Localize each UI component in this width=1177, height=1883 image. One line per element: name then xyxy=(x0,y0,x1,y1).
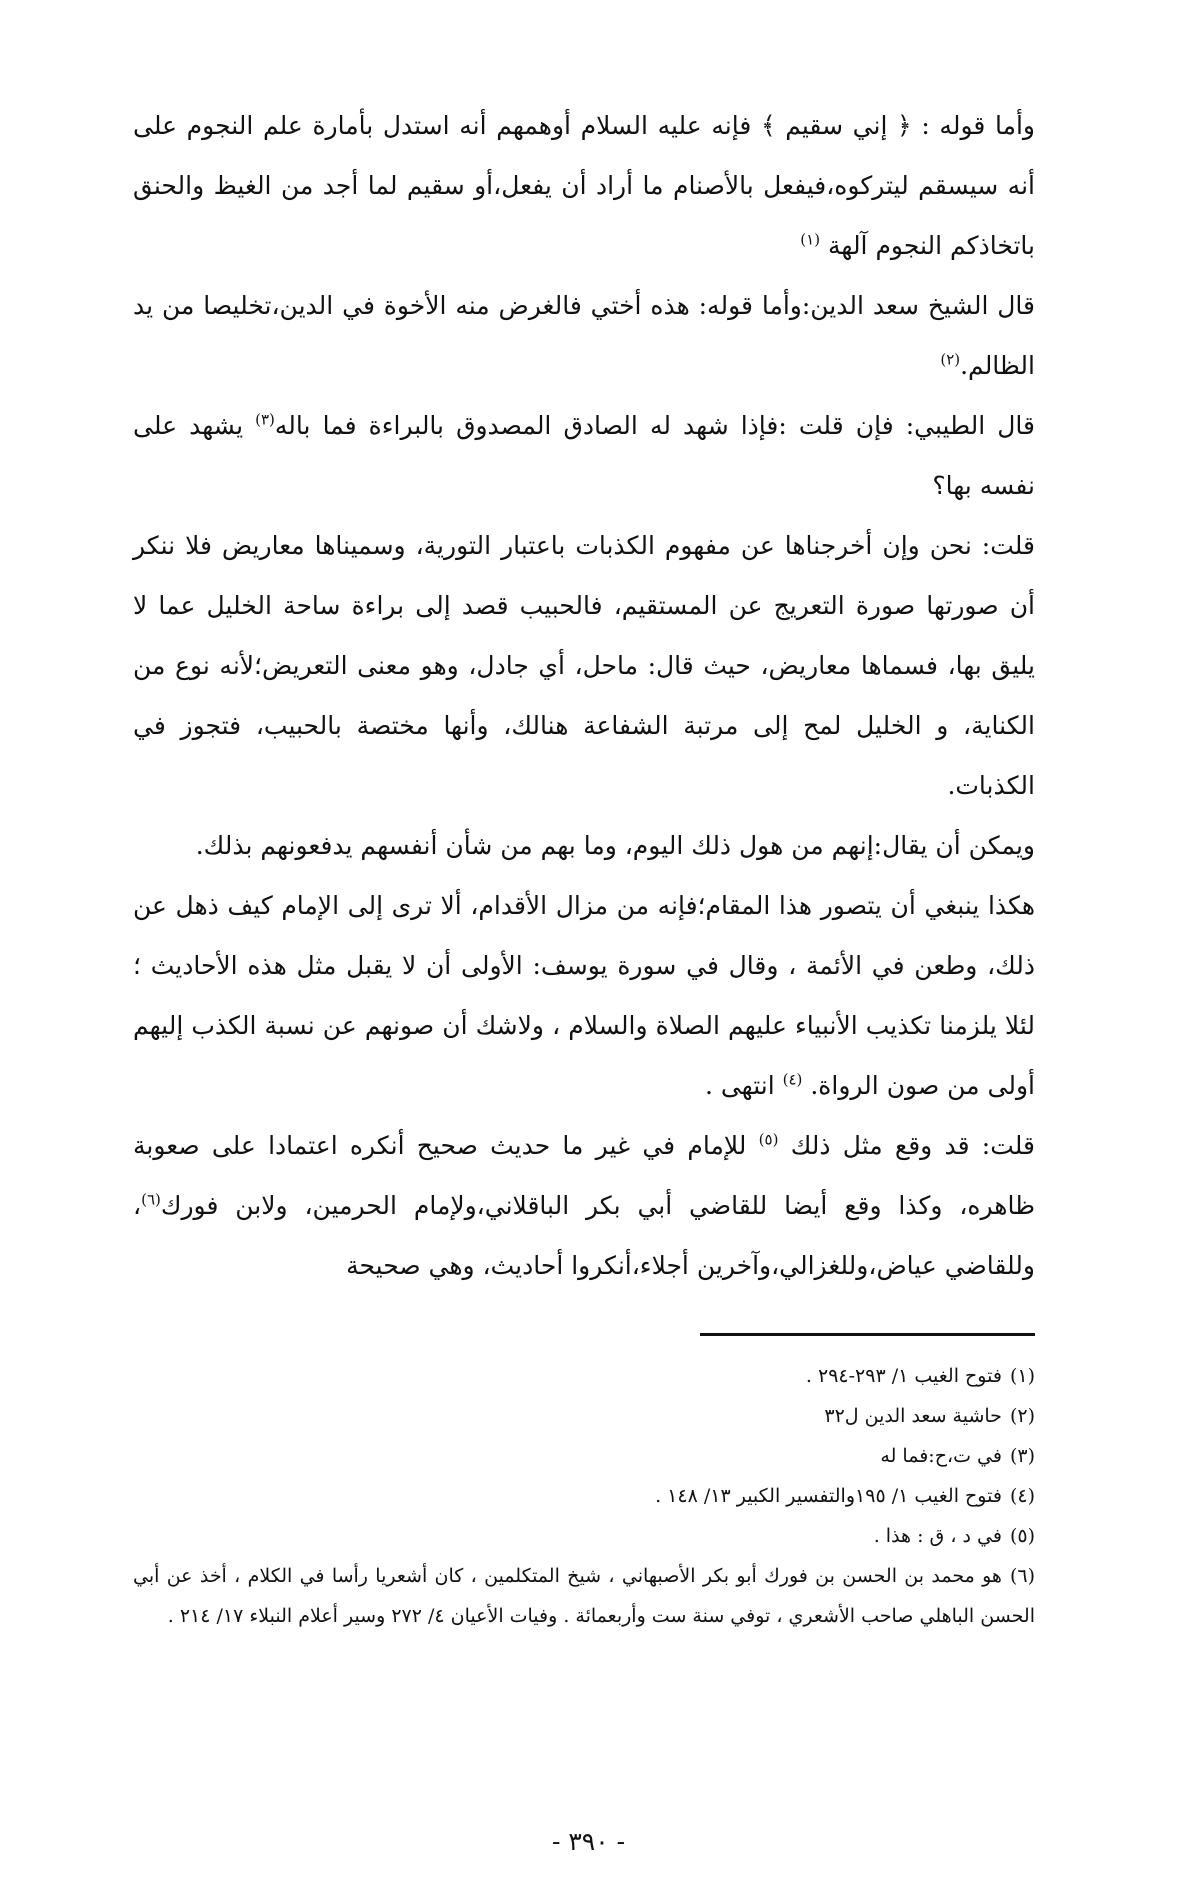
paragraph-text: ويمكن أن يقال:إنهم من هول ذلك اليوم، وما بهم من شأن أنفسهم يدفعونهم بذلك. xyxy=(195,831,1035,860)
paragraph xyxy=(133,276,1035,396)
footnote-text: فتوح الغيب ١/ ٢٩٣-٢٩٤ . xyxy=(805,1365,1002,1387)
footnote-text: في د ، ق : هذا . xyxy=(873,1525,1002,1547)
footnote xyxy=(133,1436,1035,1476)
footnote-text: فتوح الغيب ١/ ١٩٥والتفسير الكبير ١٣/ ١٤٨ . xyxy=(655,1485,1002,1507)
paragraph-text: وأما قوله : ﴿ إني سقيم ﴾ فإنه عليه السلام أوهمهم أنه استدل بأمارة علم النجوم على أنه سيسقم ليتركوه،فيفعل بالأصنام ما أراد أن يفعل،أو سقيم لما أجد من الغيظ والحنق باتخاذكم النجوم آلهة xyxy=(133,111,1035,260)
footnote-number: (١) xyxy=(1009,1365,1035,1387)
paragraph-text: قلت: قد وقع مثل ذلك xyxy=(790,1131,1036,1160)
paragraph-text-continued: انتهى . xyxy=(704,1071,783,1100)
footnote xyxy=(133,1356,1035,1396)
paragraph xyxy=(133,876,1035,1116)
paragraph-text-continued: يشهد على نفسه بها؟ xyxy=(133,411,1035,500)
footnote-ref: (٥) xyxy=(758,1130,779,1149)
footnote-number: (٤) xyxy=(1009,1485,1035,1507)
paragraph-text: قال الشيخ سعد الدين:وأما قوله: هذه أختي فالغرض منه الأخوة في الدين،تخليصا من يد الظالم. xyxy=(133,291,1035,380)
footnote xyxy=(133,1476,1035,1516)
footnote-ref: (٣) xyxy=(255,410,275,429)
paragraph-text-continued: للإمام في غير ما حديث صحيح أنكره اعتمادا على صعوبة ظاهره، وكذا وقع أيضا للقاضي أبي بكر الباقلاني،ولإمام الحرمين، ولابن فورك xyxy=(133,1131,1035,1220)
footnote-number: (٦) xyxy=(1009,1565,1035,1587)
footnote-ref: (١) xyxy=(800,230,821,249)
footnote xyxy=(133,1516,1035,1556)
paragraph-text: قال الطيبي: فإن قلت :فإذا شهد له الصادق المصدوق بالبراءة فما باله xyxy=(274,411,1035,440)
main-text xyxy=(133,96,1035,1296)
paragraph xyxy=(133,96,1035,276)
footnote-text: في ت،ح:فما له xyxy=(880,1445,1002,1467)
footnote-text: هو محمد بن الحسن بن فورك أبو بكر الأصبهاني ، شيخ المتكلمين ، كان أشعريا رأسا في الكلام ، أخذ عن أبي الحسن الباهلي صاحب الأشعري ، توفي سنة ست وأربعمائة . وفيات الأعيان ٤/ ٢٧٢ وسير أعلام النبلاء ١٧/ ٢١٤ . xyxy=(133,1565,1035,1627)
paragraph xyxy=(133,1116,1035,1296)
footnote xyxy=(133,1396,1035,1436)
paragraph-text-continued: ، وللقاضي عياض،وللغزالي،وآخرين أجلاء،أنكروا أحاديث، وهي صحيحة xyxy=(133,1191,1035,1280)
footnote xyxy=(133,1556,1035,1636)
footnote-number: (٥) xyxy=(1009,1525,1035,1547)
footnotes xyxy=(133,1356,1035,1636)
footnote-ref: (٦) xyxy=(141,1190,161,1209)
footnote-number: (٣) xyxy=(1009,1445,1035,1467)
page-number: - ٣٩٠ - xyxy=(551,1827,626,1856)
footnote-separator xyxy=(700,1333,1035,1336)
paragraph xyxy=(133,516,1035,816)
paragraph-text: هكذا ينبغي أن يتصور هذا المقام؛فإنه من مزال الأقدام، ألا ترى إلى الإمام كيف ذهل عن ذلك، وطعن في الأئمة ، وقال في سورة يوسف: الأولى أن لا يقبل مثل هذه الأحاديث ؛لئلا يلزمنا تكذيب الأنبياء عليهم الصلاة والسلام ، ولاشك أن صونهم عن نسبة الكذب إليهم أولى من صون الرواة. xyxy=(133,891,1036,1100)
footnote-number: (٢) xyxy=(1009,1405,1035,1427)
paragraph-text: قلت: نحن وإن أخرجناها عن مفهوم الكذبات باعتبار التورية، وسميناها معاريض فلا ننكر أن صورتها صورة التعريج عن المستقيم، فالحبيب قصد إلى براءة ساحة الخليل عما لا يليق بها، فسماها معاريض، حيث قال: ماحل، أي جادل، وهو معنى التعريض؛لأنه نوع من الكناية، و الخليل لمح إلى مرتبة الشفاعة هنالك، وأنها مختصة بالحبيب، فتجوز في الكذبات. xyxy=(133,531,1035,800)
paragraph xyxy=(133,396,1035,516)
footnote-text: حاشية سعد الدين ل٣٢ xyxy=(824,1405,1002,1427)
paragraph xyxy=(133,816,1035,876)
footnote-ref: (٤) xyxy=(782,1070,803,1089)
footnote-ref: (٢) xyxy=(940,350,961,369)
